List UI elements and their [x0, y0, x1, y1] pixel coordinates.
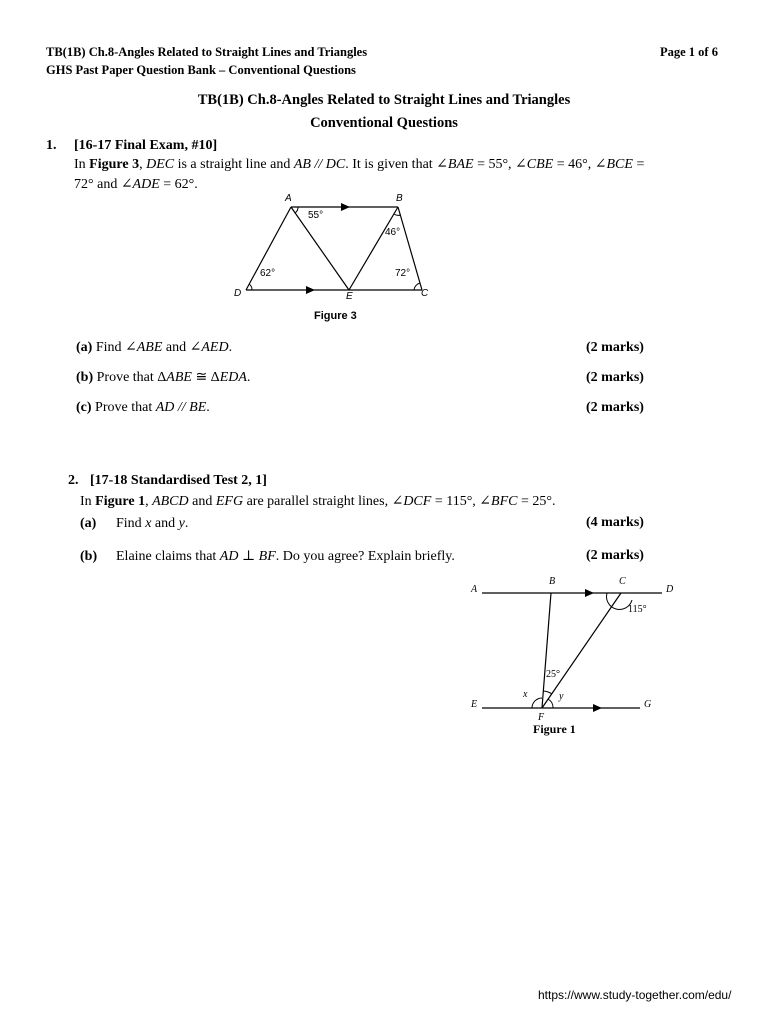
- point-label-b: B: [549, 576, 556, 587]
- q2-number: 2.: [68, 473, 79, 488]
- point-label-b: B: [396, 193, 403, 204]
- figure-1-diagram: [462, 574, 692, 724]
- running-header-line2: GHS Past Paper Question Bank – Conventional Questions: [46, 63, 356, 77]
- angle-arc-ade: [249, 284, 252, 290]
- q2-part-b-marks: (2 marks): [586, 548, 644, 563]
- point-label-g: G: [644, 699, 652, 710]
- point-label-d: D: [666, 584, 674, 595]
- q1-part-b-marks: (2 marks): [586, 370, 644, 385]
- q1-part-c: (c) Prove that AD // BE.: [76, 400, 210, 415]
- parallel-arrow-efg: [593, 704, 602, 712]
- running-header-line1: TB(1B) Ch.8-Angles Related to Straight Lines and Triangles: [46, 45, 368, 59]
- document-title: TB(1B) Ch.8-Angles Related to Straight Lines and Triangles: [197, 92, 571, 108]
- q1-source: [16-17 Final Exam, #10]: [74, 138, 218, 153]
- angle-arc-bce: [414, 283, 420, 290]
- angle-arc-bfc: [543, 691, 552, 694]
- angle-label-72: 72°: [395, 268, 411, 279]
- point-label-f: F: [538, 712, 545, 723]
- q2-part-a: Find x and y.: [116, 516, 189, 531]
- point-label-c: C: [619, 576, 626, 587]
- q1-number: 1.: [46, 138, 57, 153]
- angle-label-y: y: [559, 691, 564, 702]
- point-label-d: D: [234, 288, 242, 299]
- q1-part-a: (a) Find ∠ABE and ∠AED.: [76, 340, 233, 355]
- figure-3-diagram: [228, 186, 444, 328]
- angle-label-46: 46°: [385, 227, 401, 238]
- q2-part-a-label: (a): [80, 516, 97, 531]
- figure-3-caption: Figure 3: [314, 310, 357, 322]
- parallel-arrow-ab: [341, 203, 350, 211]
- point-label-e: E: [471, 699, 478, 710]
- footer-url: https://www.study-together.com/edu/: [538, 988, 732, 1002]
- point-label-e: E: [346, 291, 353, 302]
- page-number: Page 1 of 6: [660, 45, 718, 59]
- angle-arc-x: [532, 698, 542, 708]
- angle-label-62: 62°: [260, 268, 276, 279]
- q1-part-b: (b) Prove that ΔABE ≅ ΔEDA.: [76, 370, 251, 385]
- q2-stem: In Figure 1, ABCD and EFG are parallel straight lines, ∠DCF = 115°, ∠BFC = 25°.: [80, 494, 556, 509]
- q1-part-a-marks: (2 marks): [586, 340, 644, 355]
- segment-cf: [542, 593, 621, 708]
- q2-part-a-marks: (4 marks): [586, 515, 644, 530]
- point-label-c: C: [421, 288, 429, 299]
- angle-label-55: 55°: [308, 210, 324, 221]
- angle-arc-bae: [295, 207, 298, 213]
- point-label-a: A: [285, 193, 292, 204]
- parallel-arrow-abcd: [585, 589, 594, 597]
- angle-arc-y: [548, 699, 553, 708]
- angle-label-25: 25°: [546, 669, 560, 680]
- angle-label-x: x: [523, 689, 528, 700]
- segment-be: [349, 207, 401, 290]
- parallel-arrow-dc: [306, 286, 315, 294]
- angle-label-115: 115°: [628, 604, 647, 615]
- q1-part-c-marks: (2 marks): [586, 400, 644, 415]
- q1-stem-line1: In Figure 3, DEC is a straight line and AB // DC. It is given that ∠BAE = 55°, ∠CBE = 46°, ∠BCE =: [74, 157, 645, 172]
- point-label-a: A: [471, 584, 478, 595]
- q1-stem-line2: 72° and ∠ADE = 62°.: [74, 177, 198, 192]
- q2-source: [17-18 Standardised Test 2, 1]: [90, 473, 267, 488]
- q2-part-b-label: (b): [80, 549, 98, 564]
- figure-1-caption: Figure 1: [533, 722, 576, 736]
- document-subtitle: Conventional Questions: [310, 115, 458, 131]
- q2-part-b: Elaine claims that AD ⊥ BF. Do you agree? Explain briefly.: [116, 549, 455, 564]
